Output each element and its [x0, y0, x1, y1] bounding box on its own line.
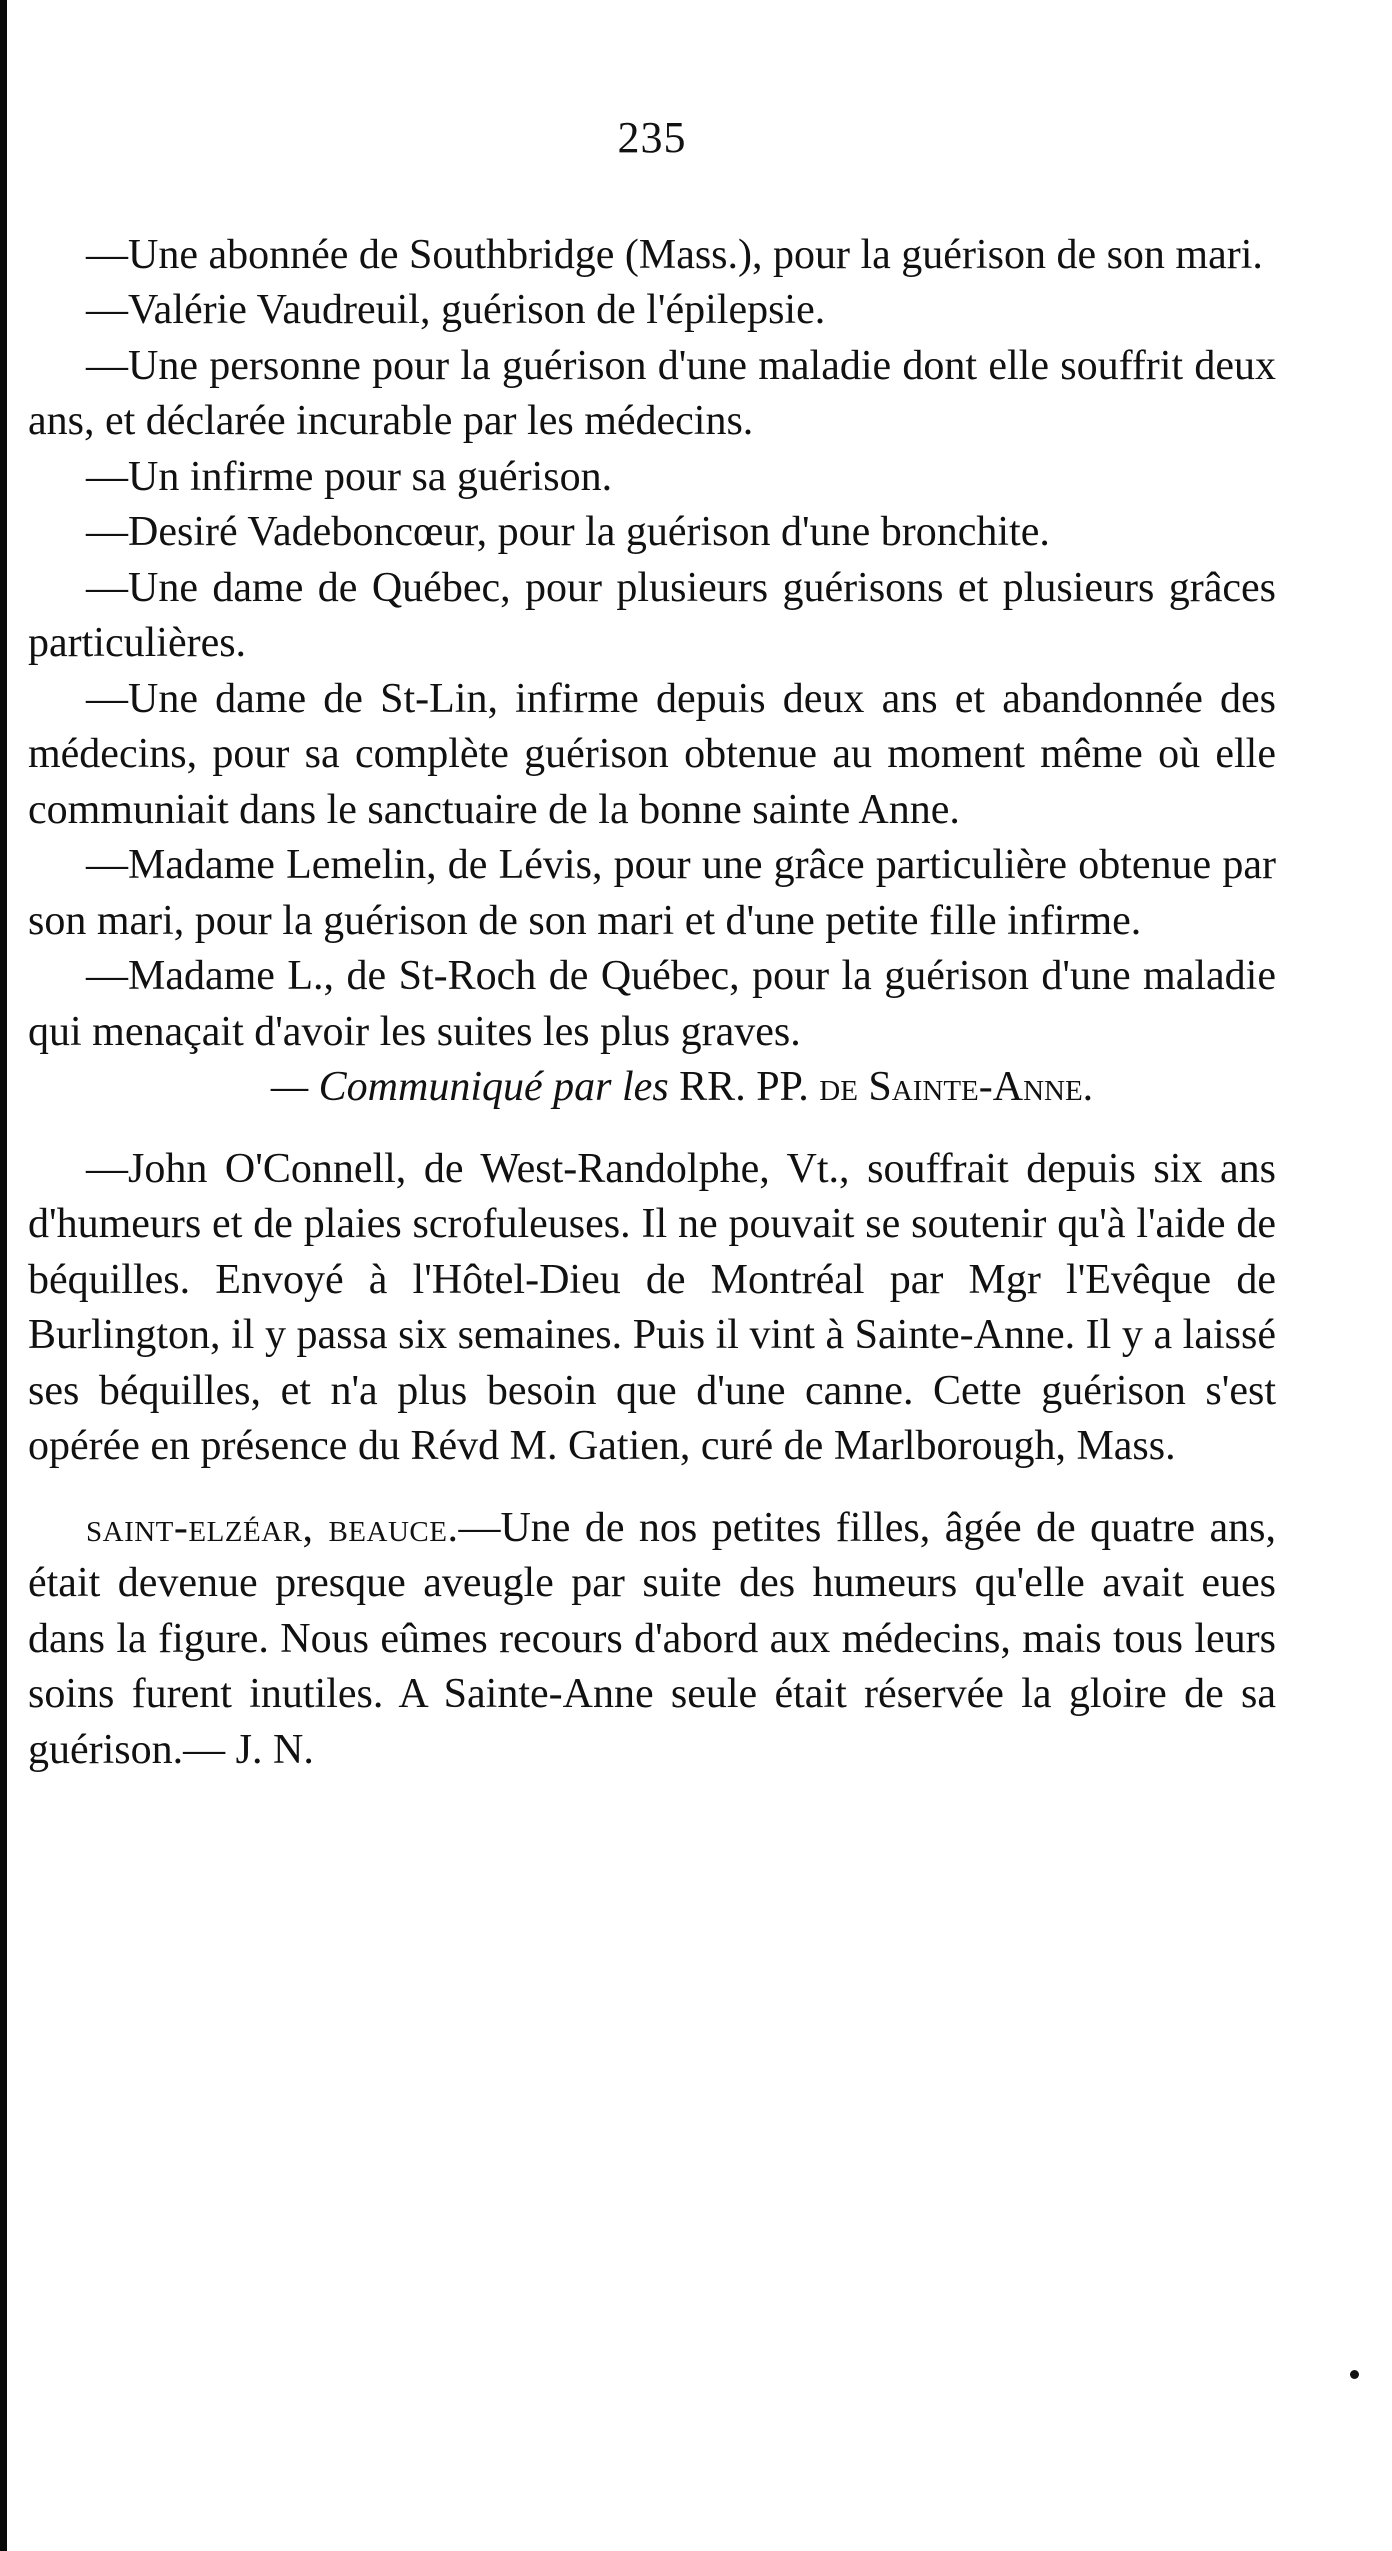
section-spacer	[28, 1116, 1276, 1142]
thanksgiving-entry: —Une dame de Québec, pour plusieurs guérisons et plusieurs grâces particulières.	[28, 564, 1276, 666]
letter-entry	[28, 1501, 1276, 1779]
attribution-name: RR. PP. de Sainte-Anne.	[679, 1064, 1094, 1110]
thanksgiving-entry: —Madame Lemelin, de Lévis, pour une grâce particulière obtenue par son mari, pour la guérison de son mari et d'une petite fille infirme.	[28, 842, 1276, 944]
thanksgiving-entry: —Desiré Vadeboncœur, pour la guérison d'une bronchite.	[86, 509, 1050, 555]
attribution-line	[28, 1060, 1276, 1116]
thanksgiving-entry: —Une abonnée de Southbridge (Mass.), pour la guérison de son mari.	[86, 231, 1263, 278]
thanksgiving-entry: —Une dame de St-Lin, infirme depuis deux ans et abandonnée des médecins, pour sa complète guérison obtenue au moment même où elle communiait dans le sanctuaire de la bonne sainte Anne.	[28, 675, 1276, 833]
attribution-intro: — Communiqué par les	[270, 1064, 669, 1110]
page-binding-edge	[0, 0, 7, 2551]
thanksgiving-entry: —Un infirme pour sa guérison.	[86, 453, 613, 500]
book-page	[28, 110, 1276, 1778]
place-heading: saint-elzéar, beauce.	[86, 1504, 459, 1551]
thanksgiving-entry: —Valérie Vaudreuil, guérison de l'épilepsie.	[86, 287, 826, 333]
letter-text: —Une de nos petites filles, âgée de quatre ans, était devenue presque aveugle par suite des humeurs qu'elle avait eues dans la figure. Nous eûmes recours d'abord aux médecins, mais tous leurs soins furent inutiles. A Sainte-Anne seule était réservée la gloire de sa guérison.— J. N.	[28, 1504, 1276, 1773]
section-spacer	[28, 1475, 1276, 1501]
thanksgiving-entry: —Madame L., de St-Roch de Québec, pour la guérison d'une maladie qui menaçait d'avoir les suites les plus graves.	[28, 953, 1276, 1055]
thanksgiving-entry: —Une personne pour la guérison d'une maladie dont elle souffrit deux ans, et déclarée incurable par les médecins.	[28, 342, 1276, 444]
ink-speck	[1350, 2370, 1359, 2379]
healing-account: —John O'Connell, de West-Randolphe, Vt., souffrait depuis six ans d'humeurs et de plaies scrofuleuses. Il ne pouvait se soutenir qu'à l'aide de béquilles. Envoyé à l'Hôtel-Dieu de Montréal par Mgr l'Evêque de Burlington, il y passa six semaines. Puis il vint à Sainte-Anne. Il y a laissé ses béquilles, et n'a plus besoin que d'une canne. Cette guérison s'est opérée en présence du Révd M. Gatien, curé de Marlborough, Mass.	[28, 1145, 1276, 1469]
page-number: 235	[617, 113, 687, 162]
